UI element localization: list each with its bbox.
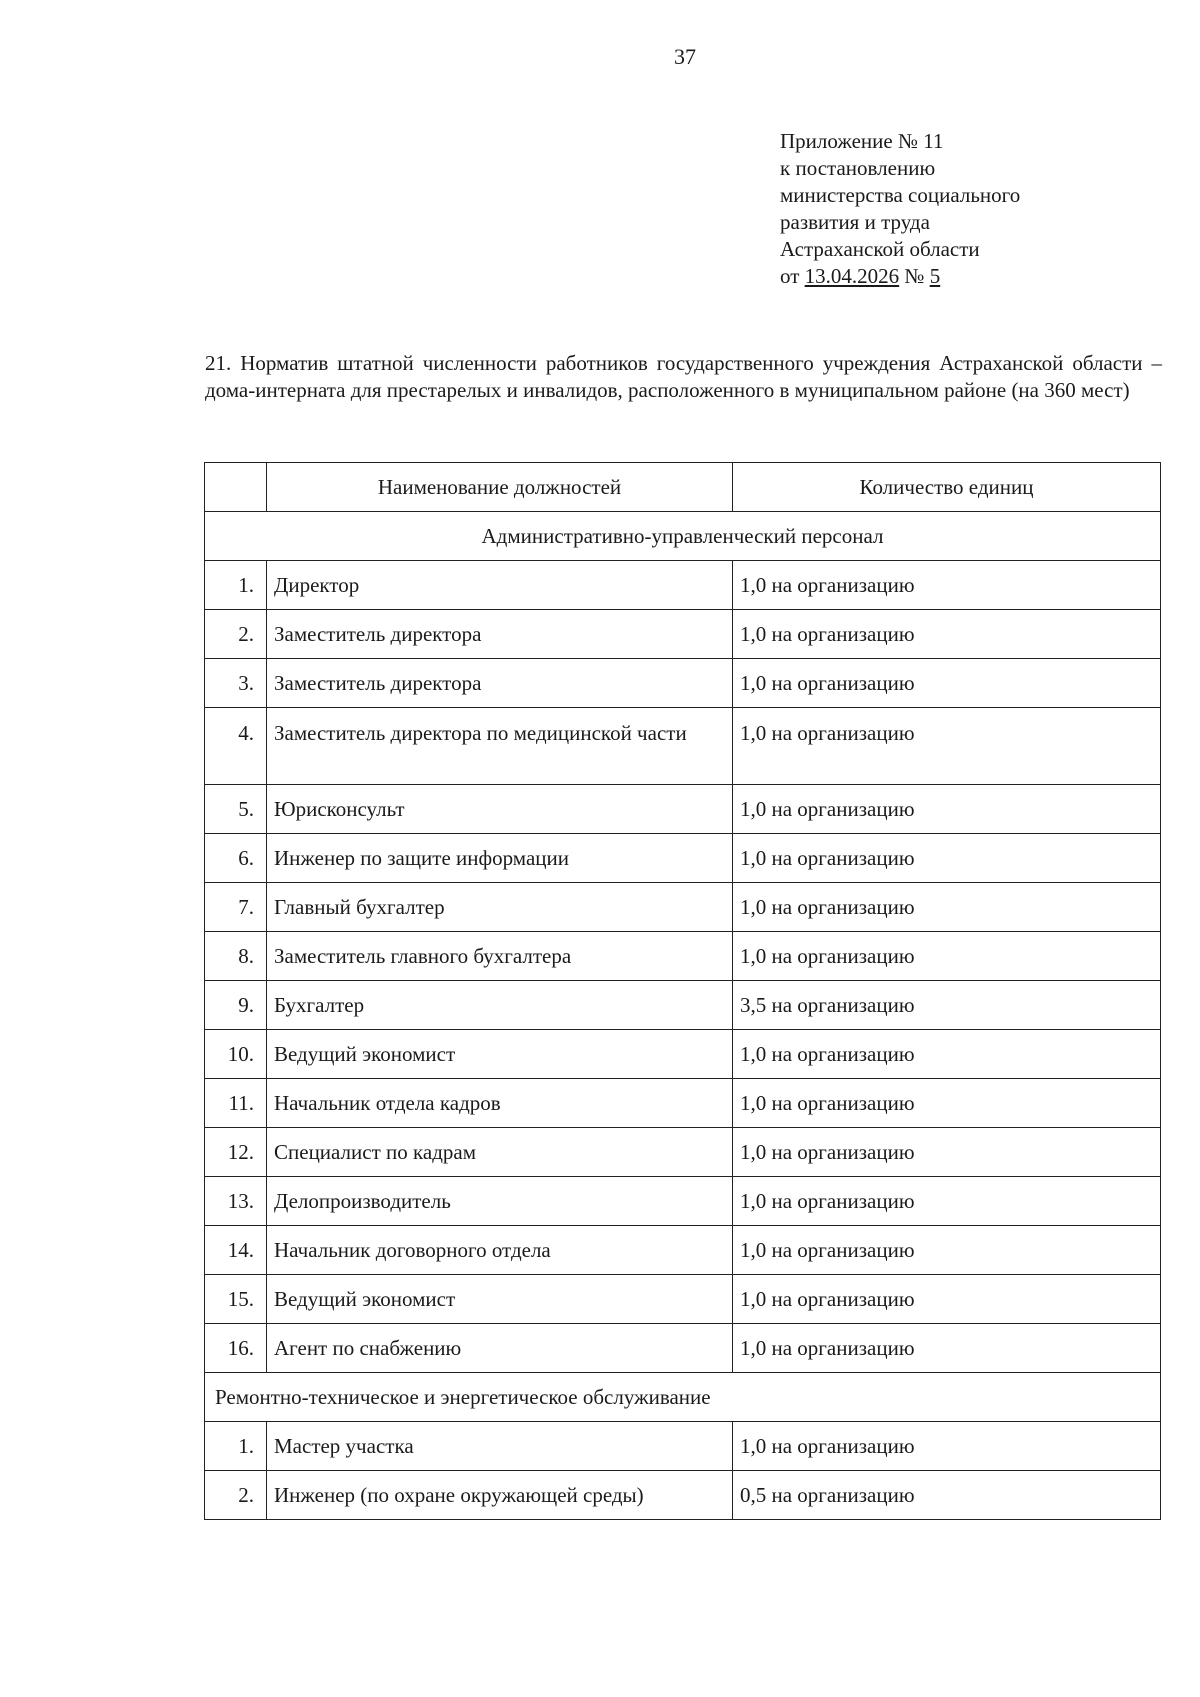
position-name: Ведущий экономист	[267, 1030, 733, 1079]
table-row	[205, 610, 1161, 659]
unit-quantity: 0,5 на организацию	[733, 1471, 1161, 1520]
header-quantity-cell: Количество единиц	[733, 463, 1161, 512]
appendix-line: Приложение № 11	[780, 129, 944, 153]
row-number: 5.	[205, 785, 267, 834]
header-num-cell	[205, 463, 267, 512]
unit-quantity: 1,0 на организацию	[733, 659, 1161, 708]
position-name: Специалист по кадрам	[267, 1128, 733, 1177]
position-name: Бухгалтер	[267, 981, 733, 1030]
position-name: Агент по снабжению	[267, 1324, 733, 1373]
unit-quantity: 3,5 на организацию	[733, 981, 1161, 1030]
row-number: 10.	[205, 1030, 267, 1079]
row-number: 2.	[205, 610, 267, 659]
header-position-cell: Наименование должностей	[267, 463, 733, 512]
table-row	[205, 708, 1161, 785]
row-number: 14.	[205, 1226, 267, 1275]
position-name: Заместитель директора	[267, 610, 733, 659]
position-name: Юрисконсульт	[267, 785, 733, 834]
row-number: 2.	[205, 1471, 267, 1520]
appendix-line: министерства социального	[780, 183, 1021, 207]
table-row	[205, 1324, 1161, 1373]
table-row	[205, 1128, 1161, 1177]
unit-quantity: 1,0 на организацию	[733, 1177, 1161, 1226]
unit-quantity: 1,0 на организацию	[733, 1030, 1161, 1079]
table-row	[205, 834, 1161, 883]
unit-quantity: 1,0 на организацию	[733, 1422, 1161, 1471]
row-number: 7.	[205, 883, 267, 932]
row-number: 11.	[205, 1079, 267, 1128]
table-row	[205, 1226, 1161, 1275]
appendix-line: Астраханской области	[780, 237, 980, 261]
row-number: 16.	[205, 1324, 267, 1373]
table-row	[205, 1471, 1161, 1520]
document-number: 5	[929, 264, 941, 288]
table-row	[205, 785, 1161, 834]
unit-quantity: 1,0 на организацию	[733, 932, 1161, 981]
unit-quantity: 1,0 на организацию	[733, 785, 1161, 834]
row-number: 13.	[205, 1177, 267, 1226]
table-row	[205, 883, 1161, 932]
section-heading: 21. Норматив штатной численности работников государственного учреждения Астраханской области – дома-интерната для престарелых и инвалидов, расположенного в муниципальном районе (на 360 мест)	[205, 351, 1162, 402]
unit-quantity: 1,0 на организацию	[733, 1226, 1161, 1275]
position-name: Начальник договорного отдела	[267, 1226, 733, 1275]
table-row	[205, 981, 1161, 1030]
unit-quantity: 1,0 на организацию	[733, 834, 1161, 883]
section-row	[205, 512, 1161, 561]
position-name: Главный бухгалтер	[267, 883, 733, 932]
unit-quantity: 1,0 на организацию	[733, 1079, 1161, 1128]
unit-quantity: 1,0 на организацию	[733, 1324, 1161, 1373]
table-row	[205, 1079, 1161, 1128]
number-sign: №	[899, 264, 930, 288]
position-name: Начальник отдела кадров	[267, 1079, 733, 1128]
table-row	[205, 1030, 1161, 1079]
position-name: Директор	[267, 561, 733, 610]
position-name: Заместитель директора	[267, 659, 733, 708]
position-name: Мастер участка	[267, 1422, 733, 1471]
table-row	[205, 932, 1161, 981]
position-name: Инженер (по охране окружающей среды)	[267, 1471, 733, 1520]
unit-quantity: 1,0 на организацию	[733, 561, 1161, 610]
page-number: 37	[674, 44, 696, 69]
table-row	[205, 561, 1161, 610]
appendix-line: развития и труда	[780, 210, 930, 234]
position-name: Заместитель главного бухгалтера	[267, 932, 733, 981]
unit-quantity: 1,0 на организацию	[733, 610, 1161, 659]
table-row	[205, 1422, 1161, 1471]
appendix-date-line	[780, 263, 1020, 290]
date-prefix: от	[780, 264, 805, 288]
position-name: Заместитель директора по медицинской части	[267, 708, 733, 785]
row-number: 1.	[205, 561, 267, 610]
row-number: 15.	[205, 1275, 267, 1324]
unit-quantity: 1,0 на организацию	[733, 1128, 1161, 1177]
appendix-block	[780, 128, 1020, 290]
row-number: 6.	[205, 834, 267, 883]
unit-quantity: 1,0 на организацию	[733, 883, 1161, 932]
table-row	[205, 659, 1161, 708]
row-number: 9.	[205, 981, 267, 1030]
table-header-row	[205, 463, 1161, 512]
section-title: Административно-управленческий персонал	[205, 512, 1161, 561]
row-number: 8.	[205, 932, 267, 981]
section-row	[205, 1373, 1161, 1422]
section-title: Ремонтно-техническое и энергетическое обслуживание	[205, 1373, 1161, 1422]
row-number: 1.	[205, 1422, 267, 1471]
position-name: Делопроизводитель	[267, 1177, 733, 1226]
table-row	[205, 1275, 1161, 1324]
row-number: 12.	[205, 1128, 267, 1177]
position-name: Ведущий экономист	[267, 1275, 733, 1324]
unit-quantity: 1,0 на организацию	[733, 1275, 1161, 1324]
row-number: 4.	[205, 708, 267, 785]
staff-table	[204, 462, 1161, 1520]
unit-quantity: 1,0 на организацию	[733, 708, 1161, 785]
appendix-line: к постановлению	[780, 156, 936, 180]
position-name: Инженер по защите информации	[267, 834, 733, 883]
document-date: 13.04.2026	[804, 264, 900, 288]
table-row	[205, 1177, 1161, 1226]
row-number: 3.	[205, 659, 267, 708]
